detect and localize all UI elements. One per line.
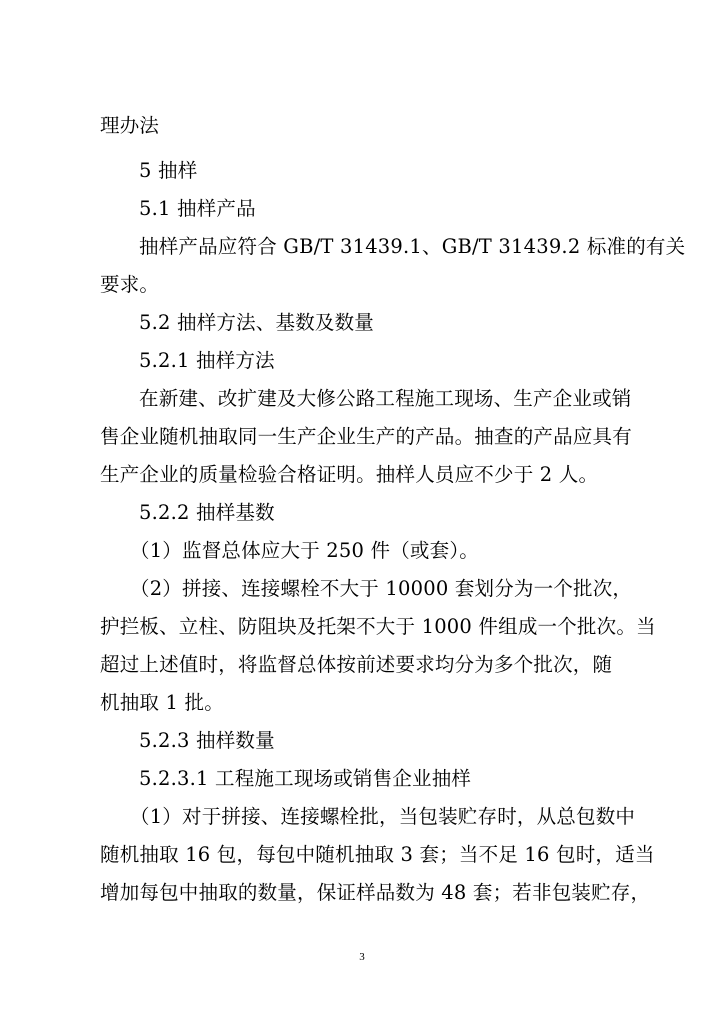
paragraph-line: 在新建、改扩建及大修公路工程施工现场、生产企业或销 <box>139 387 632 410</box>
section-heading-5: 5 抽样 <box>139 159 198 182</box>
section-heading-5-2-3: 5.2.3 抽样数量 <box>139 729 275 752</box>
paragraph-line: 增加每包中抽取的数量，保证样品数为 48 套；若非包装贮存， <box>100 881 651 904</box>
paragraph-line: 机抽取 1 批。 <box>100 691 224 714</box>
paragraph-line: 抽样产品应符合 GB/T 31439.1、GB/T 31439.2 标准的有关 <box>139 235 686 258</box>
paragraph-line: 超过上述值时，将监督总体按前述要求均分为多个批次，随 <box>100 653 613 676</box>
paragraph-line: 生产企业的质量检验合格证明。抽样人员应不少于 2 人。 <box>100 463 599 486</box>
section-heading-5-1: 5.1 抽样产品 <box>139 197 256 220</box>
paragraph-line: 护拦板、立柱、防阻块及托架不大于 1000 件组成一个批次。当 <box>100 615 656 638</box>
page-number: 3 <box>359 951 365 963</box>
section-heading-5-2: 5.2 抽样方法、基数及数量 <box>139 311 375 334</box>
paragraph-line: 要求。 <box>100 273 160 296</box>
list-item-2: （2）拼接、连接螺栓不大于 10000 套划分为一个批次， <box>130 577 633 600</box>
paragraph-line: 售企业随机抽取同一生产企业生产的产品。抽查的产品应具有 <box>100 425 632 448</box>
text-line-continuation: 理办法 <box>100 114 160 137</box>
section-heading-5-2-3-1: 5.2.3.1 工程施工现场或销售企业抽样 <box>139 767 472 790</box>
section-heading-5-2-2: 5.2.2 抽样基数 <box>139 501 275 524</box>
paragraph-line: 随机抽取 16 包，每包中随机抽取 3 套；当不足 16 包时，适当 <box>100 843 655 866</box>
list-item-1: （1）对于拼接、连接螺栓批，当包装贮存时，从总包数中 <box>130 805 636 828</box>
section-heading-5-2-1: 5.2.1 抽样方法 <box>139 349 275 372</box>
list-item-1: （1）监督总体应大于 250 件（或套）。 <box>130 539 479 562</box>
